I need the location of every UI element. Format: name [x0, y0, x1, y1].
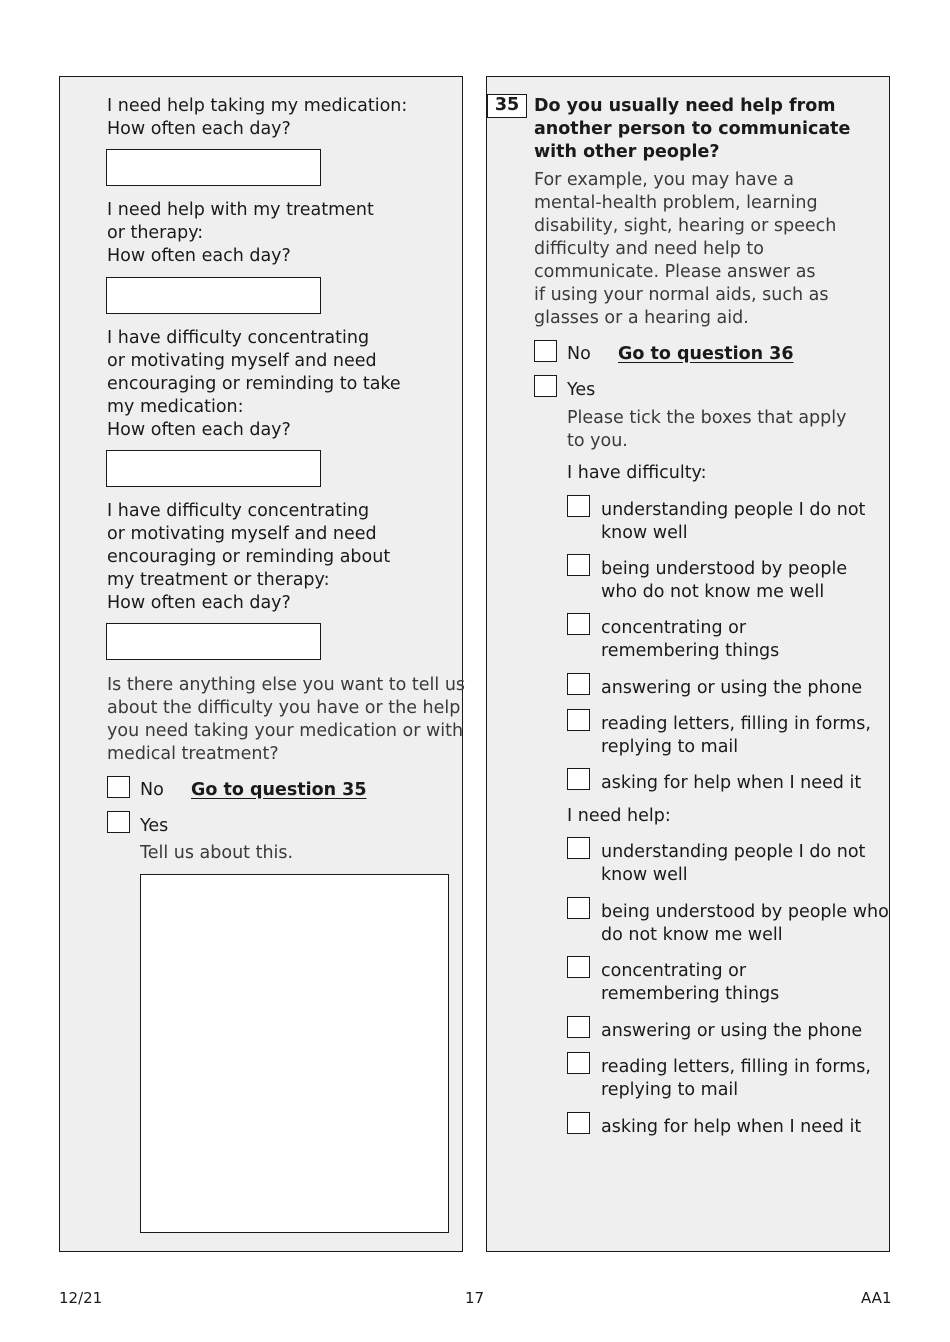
tell-us-textarea[interactable]	[140, 874, 449, 1233]
yes-label: Yes	[140, 816, 169, 836]
help-option-label: asking for help when I need it	[601, 1117, 862, 1137]
go-to-question-35-link[interactable]: Go to question 35	[191, 780, 367, 800]
difficulty-checkbox[interactable]	[567, 495, 590, 517]
question-description-6: if using your normal aids, such as	[534, 285, 829, 305]
treatment-help-label-cont: or therapy:	[107, 223, 204, 243]
help-option-label: remembering things	[601, 984, 780, 1004]
anything-else-question-3: you need taking your medication or with	[107, 721, 464, 741]
difficulty-checkbox[interactable]	[567, 613, 590, 635]
difficulty-heading: I have difficulty:	[567, 463, 707, 483]
tell-us-label: Tell us about this.	[140, 843, 294, 863]
difficulty-option-label: concentrating or	[601, 618, 747, 638]
treatment-reminding-label-2: or motivating myself and need	[107, 524, 377, 544]
difficulty-option-label: know well	[601, 523, 688, 543]
difficulty-option-label: reading letters, filling in forms,	[601, 714, 871, 734]
difficulty-option-label: asking for help when I need it	[601, 773, 862, 793]
difficulty-checkbox[interactable]	[567, 673, 590, 695]
help-option-label: know well	[601, 865, 688, 885]
medication-reminding-label-4: my medication:	[107, 397, 244, 417]
how-often-label: How often each day?	[107, 119, 291, 139]
yes-label: Yes	[567, 380, 596, 400]
help-option-label: replying to mail	[601, 1080, 739, 1100]
treatment-reminding-frequency-input[interactable]	[106, 623, 321, 660]
difficulty-checkbox[interactable]	[567, 768, 590, 790]
help-option-label: concentrating or	[601, 961, 747, 981]
no-checkbox[interactable]	[107, 776, 130, 798]
treatment-help-label: I need help with my treatment	[107, 200, 374, 220]
treatment-frequency-input[interactable]	[106, 277, 321, 314]
help-checkbox[interactable]	[567, 1052, 590, 1074]
medication-reminding-label: I have difficulty concentrating	[107, 328, 370, 348]
tick-instructions: Please tick the boxes that apply	[567, 408, 847, 428]
medication-reminding-label-2: or motivating myself and need	[107, 351, 377, 371]
footer-date: 12/21	[59, 1289, 103, 1307]
question-description-3: disability, sight, hearing or speech	[534, 216, 837, 236]
help-option-label: do not know me well	[601, 925, 783, 945]
anything-else-question-4: medical treatment?	[107, 744, 279, 764]
anything-else-question-2: about the difficulty you have or the help	[107, 698, 461, 718]
how-often-label: How often each day?	[107, 593, 291, 613]
medication-frequency-input[interactable]	[106, 149, 321, 186]
medication-reminding-frequency-input[interactable]	[106, 450, 321, 487]
form-code: AA1	[861, 1289, 892, 1307]
help-option-label: being understood by people who	[601, 902, 889, 922]
anything-else-question: Is there anything else you want to tell us	[107, 675, 466, 695]
difficulty-option-label: understanding people I do not	[601, 500, 866, 520]
treatment-reminding-label-4: my treatment or therapy:	[107, 570, 330, 590]
no-label: No	[567, 344, 591, 364]
question-description-4: difficulty and need help to	[534, 239, 764, 259]
help-checkbox[interactable]	[567, 1112, 590, 1134]
medication-help-label: I need help taking my medication:	[107, 96, 408, 116]
medication-reminding-label-3: encouraging or reminding to take	[107, 374, 401, 394]
question-title: Do you usually need help from	[534, 96, 836, 116]
yes-checkbox[interactable]	[107, 811, 130, 833]
difficulty-option-label: being understood by people	[601, 559, 848, 579]
question-description-7: glasses or a hearing aid.	[534, 308, 749, 328]
difficulty-option-label: remembering things	[601, 641, 780, 661]
treatment-reminding-label: I have difficulty concentrating	[107, 501, 370, 521]
difficulty-checkbox[interactable]	[567, 554, 590, 576]
help-checkbox[interactable]	[567, 956, 590, 978]
difficulty-option-label: replying to mail	[601, 737, 739, 757]
question-description-5: communicate. Please answer as	[534, 262, 816, 282]
help-checkbox[interactable]	[567, 897, 590, 919]
no-checkbox[interactable]	[534, 340, 557, 362]
question-description: For example, you may have a	[534, 170, 794, 190]
help-option-label: reading letters, filling in forms,	[601, 1057, 871, 1077]
tick-instructions-2: to you.	[567, 431, 628, 451]
difficulty-option-label: who do not know me well	[601, 582, 825, 602]
question-title-2: another person to communicate	[534, 119, 851, 139]
treatment-reminding-label-3: encouraging or reminding about	[107, 547, 391, 567]
no-label: No	[140, 780, 164, 800]
yes-checkbox[interactable]	[534, 375, 557, 397]
difficulty-checkbox[interactable]	[567, 709, 590, 731]
help-checkbox[interactable]	[567, 1016, 590, 1038]
help-option-label: understanding people I do not	[601, 842, 866, 862]
difficulty-option-label: answering or using the phone	[601, 678, 863, 698]
question-title-3: with other people?	[534, 142, 720, 162]
how-often-label: How often each day?	[107, 246, 291, 266]
help-checkbox[interactable]	[567, 837, 590, 859]
need-help-heading: I need help:	[567, 806, 671, 826]
question-number-badge: 35	[487, 94, 527, 118]
question-description-2: mental-health problem, learning	[534, 193, 818, 213]
go-to-question-36-link[interactable]: Go to question 36	[618, 344, 794, 364]
help-option-label: answering or using the phone	[601, 1021, 863, 1041]
page-number: 17	[465, 1289, 485, 1307]
how-often-label: How often each day?	[107, 420, 291, 440]
